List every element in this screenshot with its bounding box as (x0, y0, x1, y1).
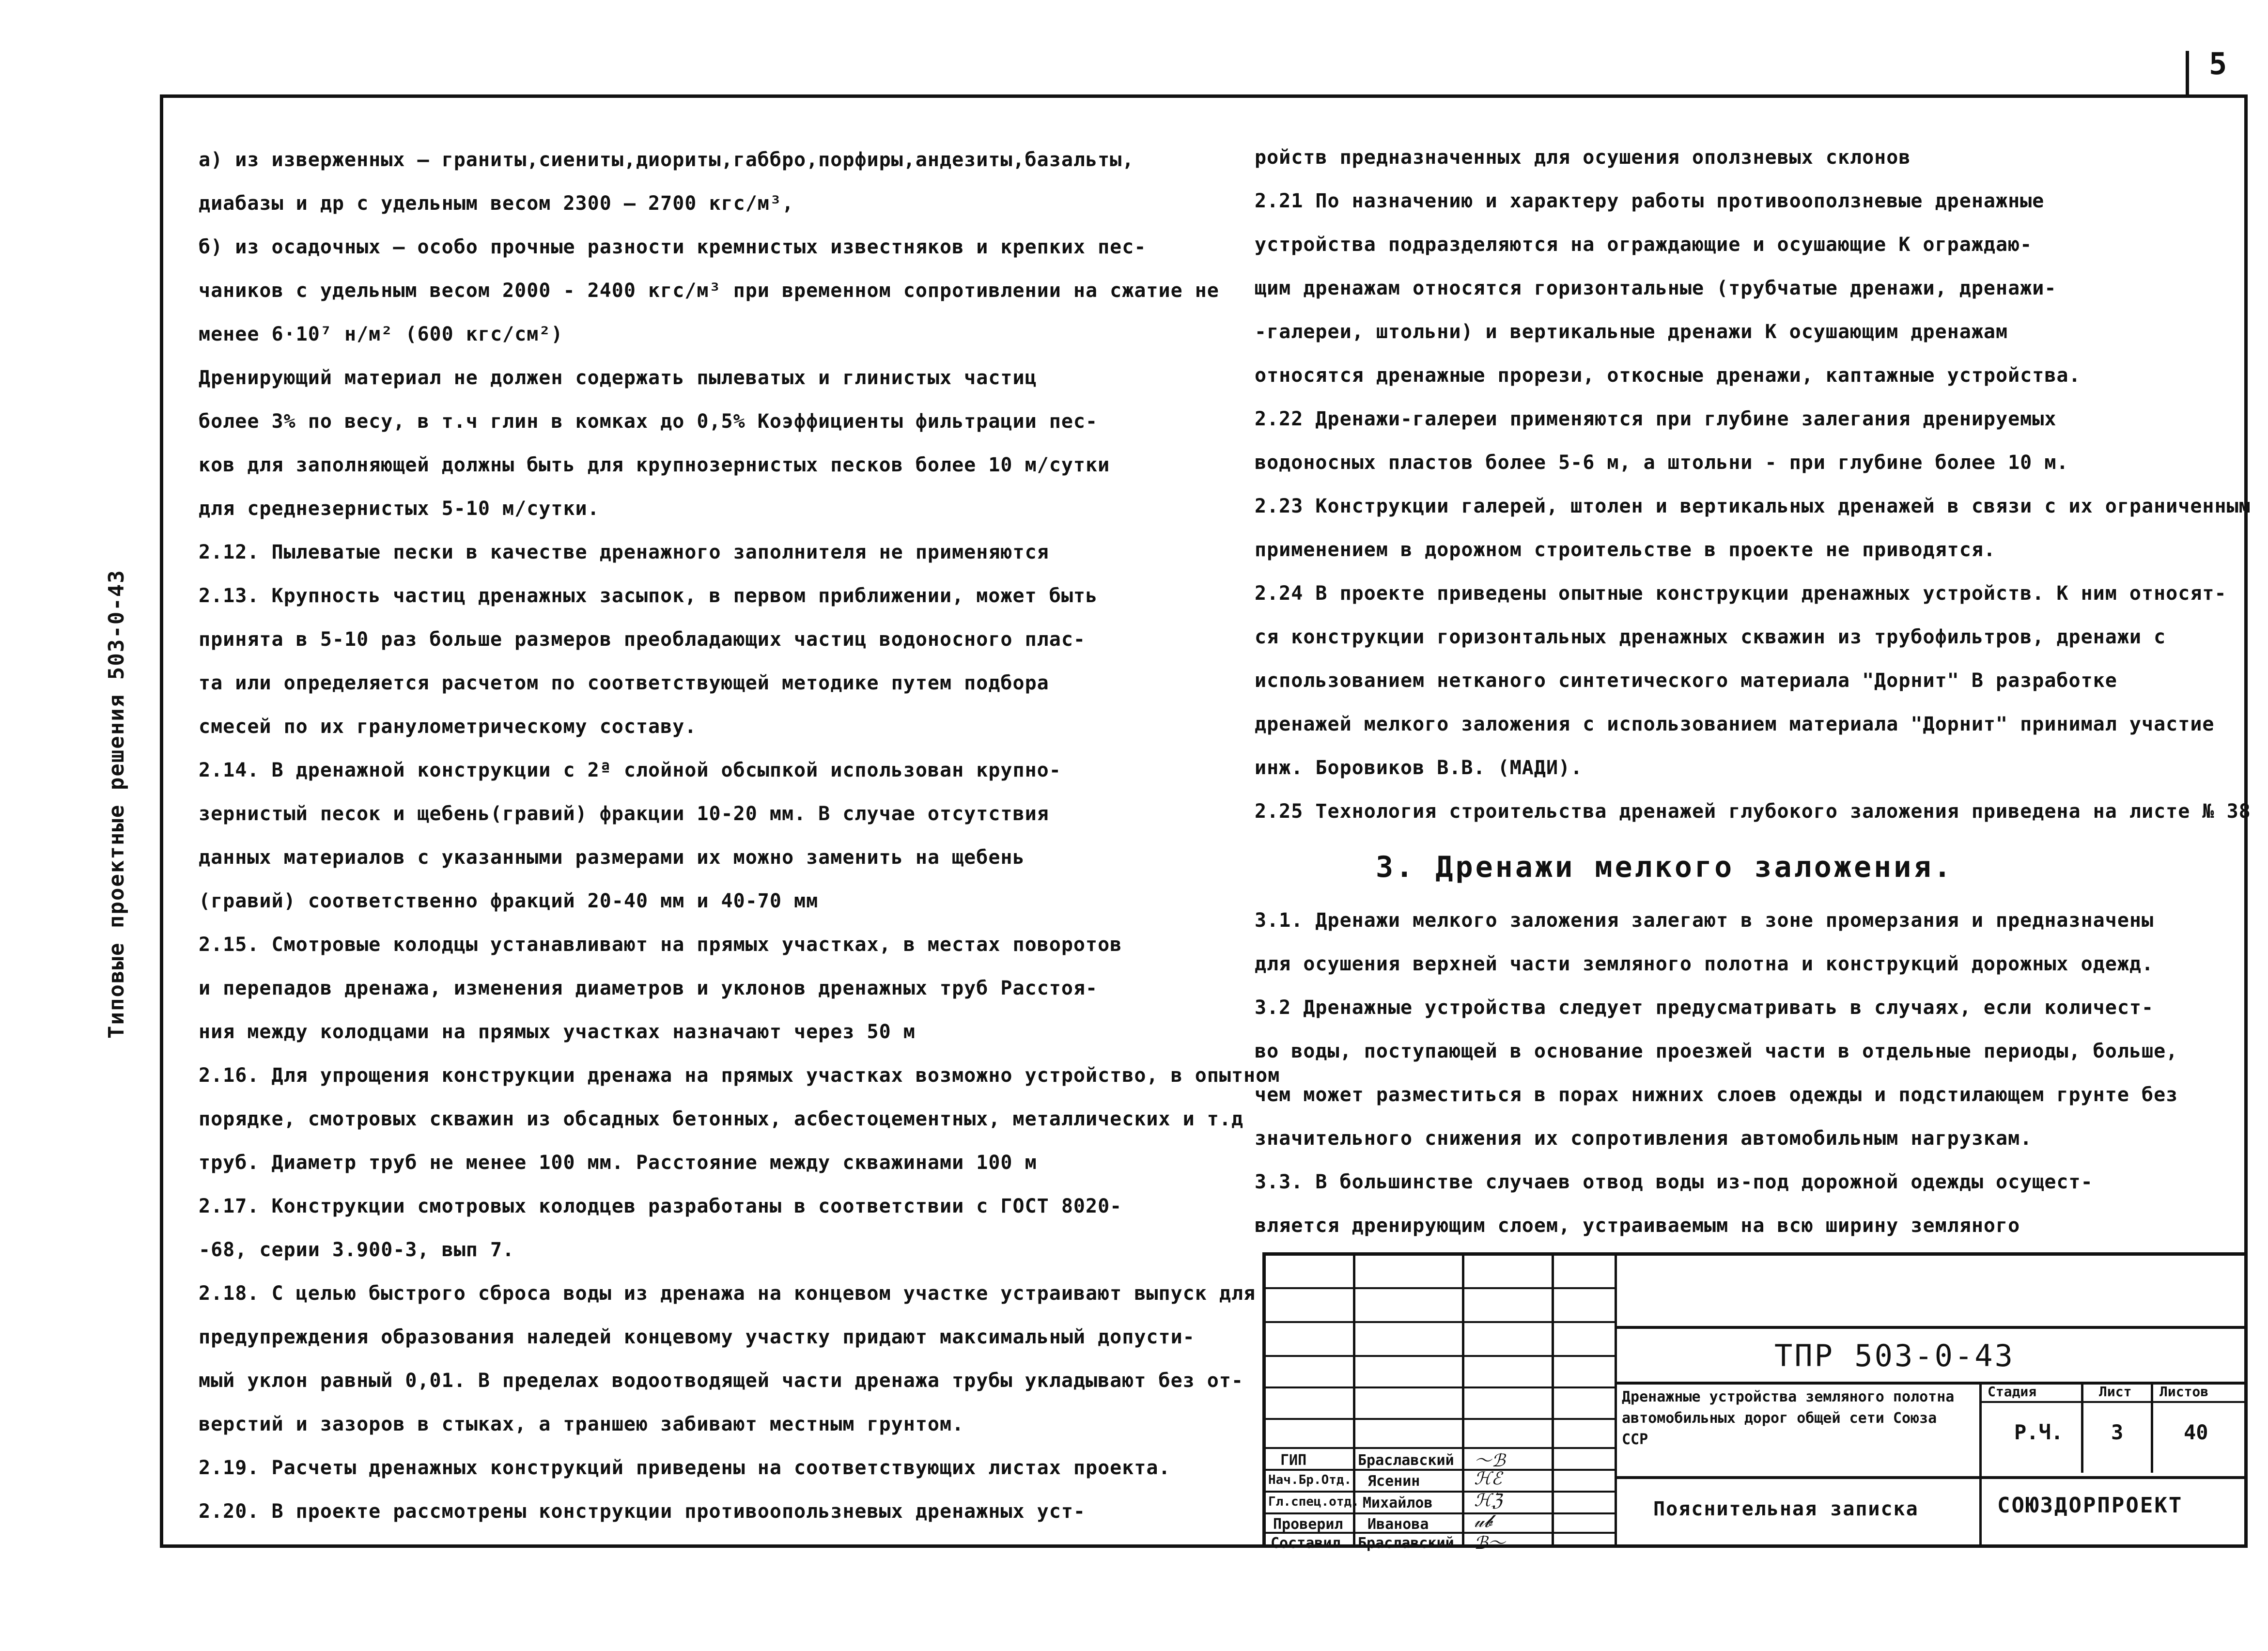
stage-value: Р.Ч. (2014, 1420, 2064, 1444)
signature-gip: 〜ℬ (1474, 1451, 1506, 1471)
left-column-line: верстий и зазоров в стыках, а траншею забивают местным грунтом. (199, 1413, 964, 1435)
signature-compiled: ℬ〜 (1474, 1533, 1506, 1553)
left-column-line: (гравий) соответственно фракций 20-40 мм и 40-70 мм (199, 890, 819, 912)
left-column-line: а) из изверженных — граниты,сиениты,диориты,габбро,порфиры,андезиты,базальты, (199, 149, 1134, 171)
right-column-top-line: относятся дренажные прорези, откосные дренажи, каптажные устройства. (1255, 364, 2081, 387)
right-column-bottom-line: 3.3. В большинстве случаев отвод воды из-под дорожной одежды осущест- (1255, 1171, 2093, 1193)
right-column-top-line: применением в дорожном строительстве в проекте не приводятся. (1255, 539, 1996, 561)
left-column-line: диабазы и др с удельным весом 2300 — 2700 кгс/м³, (199, 192, 794, 215)
role-label-head: Нач.Бр.Отд. (1268, 1473, 1352, 1487)
organization-name: СОЮЗДОРПРОЕКТ (1997, 1493, 2183, 1518)
left-column-line: -68, серии 3.900-3, вып 7. (199, 1239, 515, 1261)
right-column-top-line: водоносных пластов более 5-6 м, а штольни - при глубине более 10 м. (1255, 452, 2069, 474)
left-column-line: ков для заполняющей должны быть для крупнозернистых песков более 10 м/сутки (199, 454, 1110, 476)
left-column-line: б) из осадочных — особо прочные разности кремнистых известняков и крепких пес- (199, 236, 1147, 258)
right-column-top (1255, 136, 2251, 833)
left-column-line: и перепадов дренажа, изменения диаметров и уклонов дренажных труб Расстоя- (199, 977, 1098, 999)
left-column-line: 2.15. Смотровые колодцы устанавливают на прямых участках, в местах поворотов (199, 934, 1122, 956)
left-column-line: 2.13. Крупность частиц дренажных засыпок, в первом приближении, может быть (199, 585, 1098, 607)
document-code: ТПР 503-0-43 (1774, 1338, 2015, 1373)
right-column-bottom-line: вляется дренирующим слоем, устраиваемым на всю ширину земляного (1255, 1215, 2020, 1237)
left-column-line: 2.19. Расчеты дренажных конструкций приведены на соответствующих листах проекта. (199, 1457, 1171, 1479)
page-number-divider (2186, 51, 2189, 97)
right-column-bottom-line: 3.2 Дренажные устройства следует предусматривать в случаях, если количест- (1255, 997, 2154, 1019)
sheet-name: Пояснительная записка (1653, 1498, 1919, 1520)
signature-head: ℋℰ (1474, 1469, 1502, 1489)
left-column-line: 2.14. В дренажной конструкции с 2ª слойной обсыпкой использован крупно- (199, 759, 1061, 781)
role-name-specialist: Михайлов (1363, 1495, 1433, 1511)
sheet-value: 3 (2111, 1420, 2124, 1444)
sheets-value: 40 (2184, 1420, 2208, 1444)
right-column-top-line: щим дренажам относятся горизонтальные (трубчатые дренажи, дренажи- (1255, 277, 2057, 299)
right-column-bottom-line: для осушения верхней части земляного полотна и конструкций дорожных одежд. (1255, 953, 2154, 975)
right-column-top-line: ся конструкции горизонтальных дренажных скважин из трубофильтров, дренажи с (1255, 626, 2166, 648)
left-text-column (199, 138, 1280, 1533)
left-column-line: 2.20. В проекте рассмотрены конструкции противоопользневых дренажных уст- (199, 1500, 1086, 1523)
right-column-top-line: 2.21 По назначению и характеру работы противооползневые дренажные (1255, 190, 2045, 212)
role-name-gip: Браславский (1358, 1452, 1454, 1469)
sheet-header: Лист (2099, 1384, 2132, 1400)
role-label-checked: Проверил (1273, 1516, 1343, 1533)
right-column-bottom-line: во воды, поступающей в основание проезжей части в отдельные периоды, больше, (1255, 1040, 2178, 1062)
left-column-line: 2.12. Пылеватые пески в качестве дренажного заполнителя не применяются (199, 541, 1049, 563)
right-column-top-line: инж. Боровиков В.В. (МАДИ). (1255, 757, 1583, 779)
right-column-top-line: 2.23 Конструкции галерей, штолен и вертикальных дренажей в связи с их ограниченным (1255, 495, 2251, 517)
left-column-line: смесей по их гранулометрическому составу. (199, 716, 697, 738)
section-heading: 3. Дренажи мелкого заложения. (1376, 850, 1954, 884)
left-column-line: мый уклон равный 0,01. В пределах водоотводящей части дренажа трубы укладывают без от- (199, 1370, 1244, 1392)
sheets-header: Листов (2159, 1384, 2209, 1400)
right-column-top-line: 2.24 В проекте приведены опытные конструкции дренажных устройств. К ним относят- (1255, 582, 2227, 605)
left-column-line: предупреждения образования наледей концевому участку придают максимальный допусти- (199, 1326, 1195, 1348)
role-label-specialist: Гл.спец.отд. (1268, 1495, 1359, 1509)
left-column-line: 2.17. Конструкции смотровых колодцев разработаны в соответствии с ГОСТ 8020- (199, 1195, 1122, 1217)
right-column-top-line: использованием нетканого синтетического материала "Дорнит" В разработке (1255, 670, 2117, 692)
left-column-line: принята в 5-10 раз больше размеров преобладающих частиц водоносного плас- (199, 628, 1086, 651)
left-column-line: 2.16. Для упрощения конструкции дренажа на прямых участках возможно устройство, в опытном (199, 1064, 1280, 1087)
left-column-line: 2.18. С целью быстрого сброса воды из дренажа на концевом участке устраивают выпуск для (199, 1282, 1256, 1305)
left-column-line: для среднезернистых 5-10 м/сутки. (199, 498, 600, 520)
left-column-line: труб. Диаметр труб не менее 100 мм. Расстояние между скважинами 100 м (199, 1152, 1037, 1174)
right-column-top-line: дренажей мелкого заложения с использованием материала "Дорнит" принимал участие (1255, 713, 2215, 735)
stage-header: Стадия (1988, 1384, 2037, 1400)
left-column-line: менее 6·10⁷ н/м² (600 кгс/см²) (199, 323, 563, 345)
left-column-line: Дренирующий материал не должен содержать пылеватых и глинистых частиц (199, 367, 1037, 389)
left-column-line: более 3% по весу, в т.ч глин в комках до 0,5% Коэффициенты фильтрации пес- (199, 410, 1098, 433)
left-column-line: та или определяется расчетом по соответствующей методике путем подбора (199, 672, 1049, 694)
page-number: 5 (2209, 46, 2227, 81)
role-label-compiled: Составил (1271, 1535, 1341, 1552)
side-stamp: Типовые проектные решения 503-0-43 (104, 569, 129, 1039)
right-column-bottom-line: значительного снижения их сопротивления автомобильным нагрузкам. (1255, 1127, 2033, 1150)
right-column-top-line: -галереи, штольни) и вертикальные дренажи К осушающим дренажам (1255, 321, 2008, 343)
role-name-head: Ясенин (1367, 1473, 1420, 1490)
signature-specialist: ℋℨ (1474, 1491, 1502, 1511)
right-column-top-line: 2.22 Дренажи-галереи применяются при глубине залегания дренируемых (1255, 408, 2057, 430)
role-name-checked: Иванова (1367, 1516, 1429, 1533)
document-description: Дренажные устройства земляного полотна автомобильных дорог общей сети Союза ССР (1622, 1388, 1955, 1448)
right-column-bottom-line: 3.1. Дренажи мелкого заложения залегают в зоне промерзания и предназначены (1255, 909, 2154, 932)
right-column-bottom-line: чем может разместиться в порах нижних слоев одежды и подстилающем грунте без (1255, 1084, 2178, 1106)
signature-checked: 𝓊𝓫 (1474, 1511, 1493, 1531)
right-text-column (1255, 136, 2251, 1247)
left-column-line: чаников с удельным весом 2000 - 2400 кгс/м³ при временном сопротивлении на сжатие не (199, 280, 1219, 302)
right-column-bottom (1255, 899, 2223, 1247)
left-column-line: порядке, смотровых скважин из обсадных бетонных, асбестоцементных, металлических и т.д (199, 1108, 1244, 1130)
role-name-compiled: Браславский (1358, 1535, 1454, 1552)
left-column-line: ния между колодцами на прямых участках назначают через 50 м (199, 1021, 916, 1043)
left-column-line: данных материалов с указанными размерами их можно заменить на щебень (199, 846, 1025, 869)
left-column-line: зернистый песок и щебень(гравий) фракции 10-20 мм. В случае отсутствия (199, 803, 1049, 825)
title-block (1262, 1252, 2245, 1553)
role-label-gip: ГИП (1280, 1452, 1307, 1469)
right-column-top-line: устройства подразделяются на ограждающие и осушающие К ограждаю- (1255, 234, 2033, 256)
right-column-top-line: 2.25 Технология строительства дренажей глубокого заложения приведена на листе № 38 (1255, 800, 2251, 823)
right-column-top-line: ройств предназначенных для осушения оползневых склонов (1255, 146, 1911, 169)
